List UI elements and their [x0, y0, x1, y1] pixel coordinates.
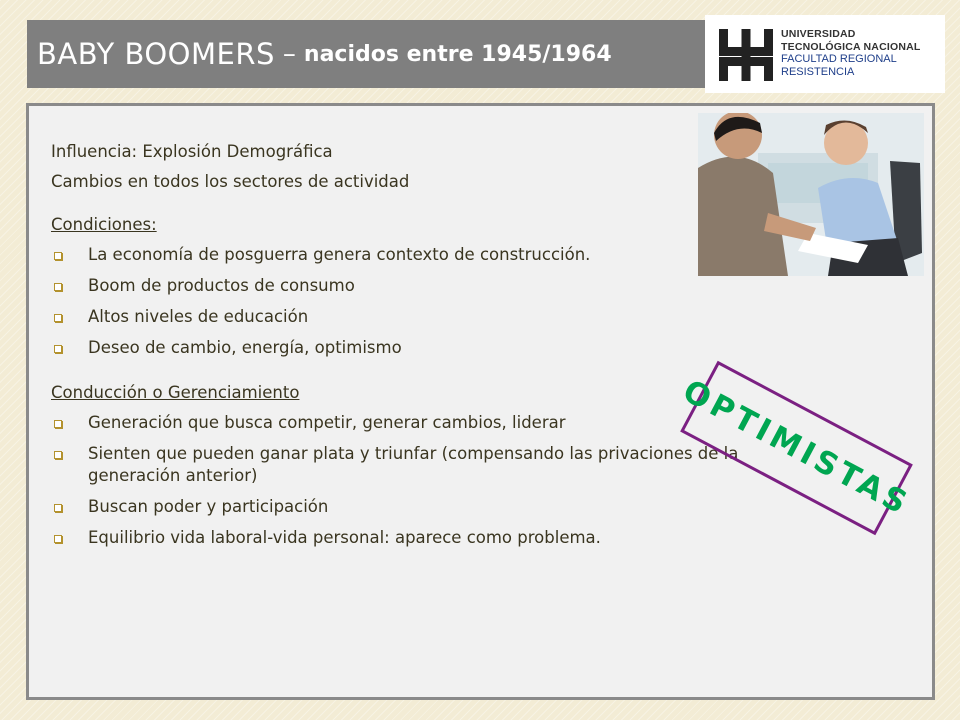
- section-heading-condiciones: Condiciones:: [51, 215, 157, 234]
- list-item: [51, 337, 781, 359]
- list-item: [51, 244, 781, 266]
- list-item-text: Sienten que pueden ganar plata y triunfar (compensando las privaciones de la generación anterior): [88, 444, 739, 485]
- list-item: [51, 306, 781, 328]
- intro-line: Influencia: Explosión Demográfica: [51, 142, 333, 161]
- list-item: [51, 275, 781, 297]
- logo-line-universidad: UNIVERSIDAD: [781, 28, 856, 40]
- university-logo: [705, 15, 945, 93]
- checkbox-bullet-icon: [54, 504, 62, 512]
- stamp-text: OPTIMISTAS: [677, 373, 916, 523]
- conduccion-list: [51, 412, 781, 549]
- logo-line-resistencia: RESISTENCIA: [781, 65, 855, 78]
- title-separator: –: [282, 39, 296, 69]
- checkbox-bullet-icon: [54, 314, 62, 322]
- list-item-text: Deseo de cambio, energía, optimismo: [88, 338, 402, 357]
- list-item-text: Generación que busca competir, generar cambios, liderar: [88, 413, 566, 432]
- checkbox-bullet-icon: [54, 420, 62, 428]
- list-item: [51, 527, 781, 549]
- list-item-text: Boom de productos de consumo: [88, 276, 355, 295]
- slide-subtitle: nacidos entre 1945/1964: [303, 41, 612, 67]
- list-item: [51, 496, 781, 518]
- utn-logo-icon: [717, 27, 775, 83]
- list-item-text: Equilibrio vida laboral-vida personal: aparece como problema.: [88, 528, 601, 547]
- slide-body: [51, 141, 781, 558]
- slide-title: BABY BOOMERS: [37, 37, 275, 71]
- section-heading-conduccion: Conducción o Gerenciamiento: [51, 383, 300, 402]
- checkbox-bullet-icon: [54, 345, 62, 353]
- logo-line-facultad: FACULTAD REGIONAL: [781, 53, 897, 65]
- list-item-text: Altos niveles de educación: [88, 307, 309, 326]
- list-item-text: Buscan poder y participación: [88, 497, 329, 516]
- checkbox-bullet-icon: [54, 535, 62, 543]
- checkbox-bullet-icon: [54, 451, 62, 459]
- slide-title-bar: [27, 20, 705, 88]
- condiciones-list: [51, 244, 781, 359]
- intro-line: Cambios en todos los sectores de actividad: [51, 172, 410, 191]
- list-item-text: La economía de posguerra genera contexto de construcción.: [88, 245, 591, 264]
- list-item: [51, 443, 781, 487]
- list-item: [51, 412, 781, 434]
- logo-text: [781, 28, 921, 78]
- checkbox-bullet-icon: [54, 283, 62, 291]
- logo-line-tecnologica: TECNOLÓGICA NACIONAL: [781, 40, 921, 53]
- checkbox-bullet-icon: [54, 252, 62, 260]
